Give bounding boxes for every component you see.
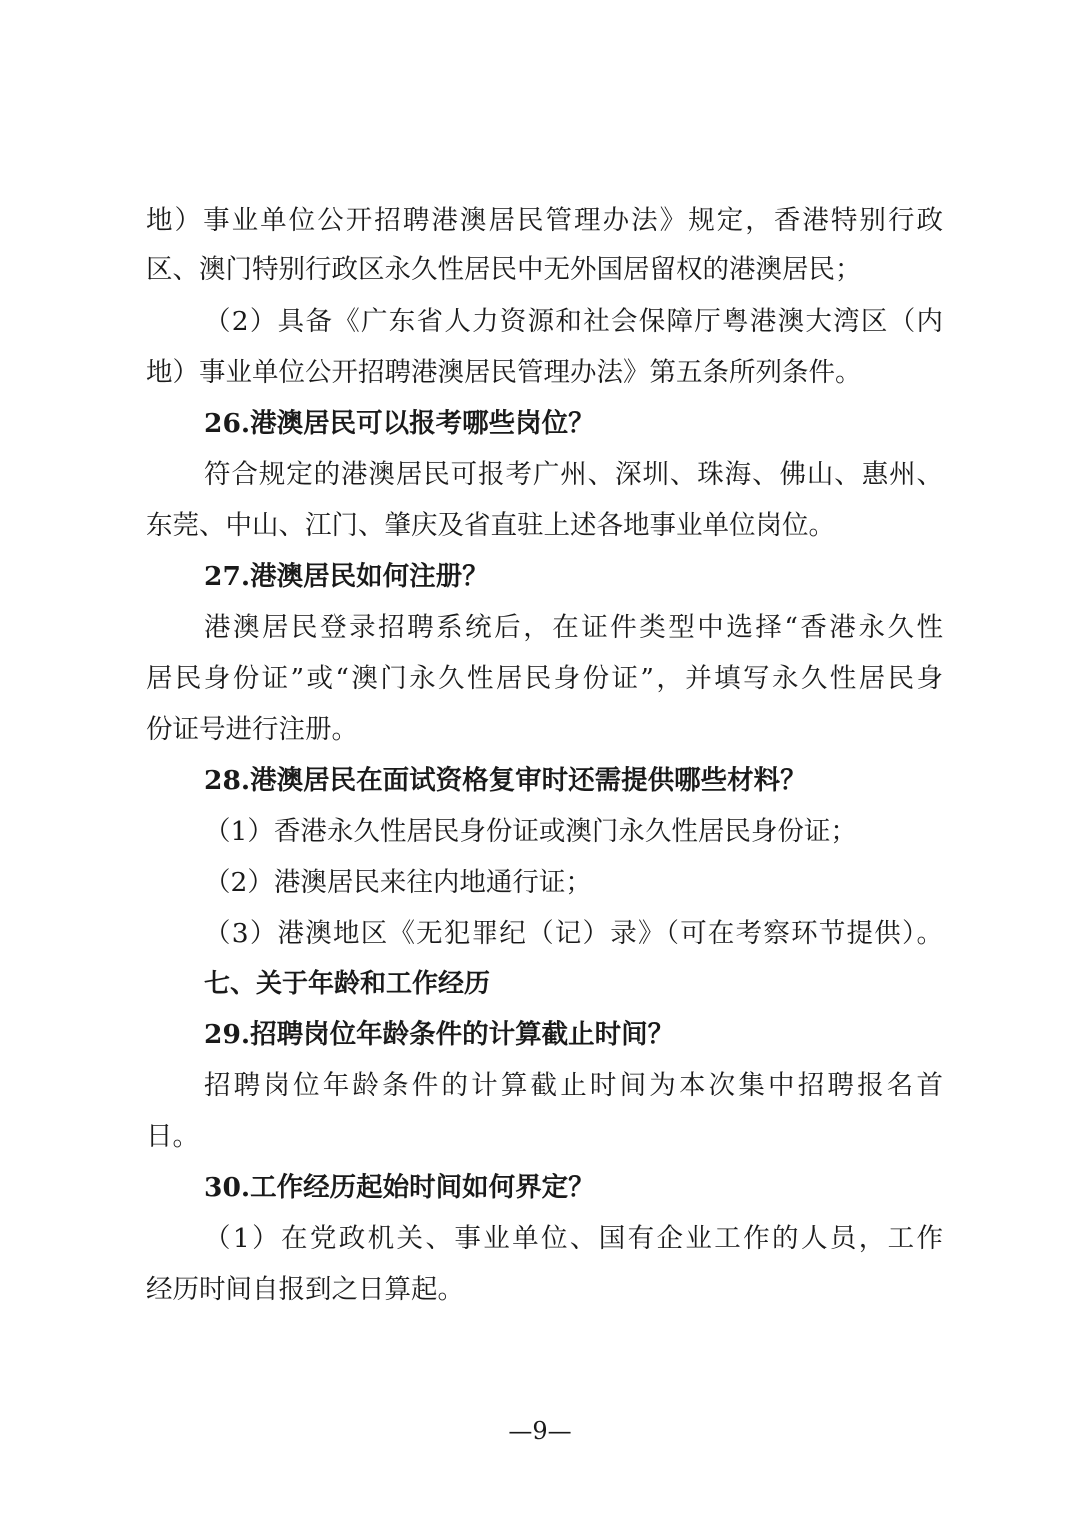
line-text: （3）港澳地区《无犯罪纪（记）录》（可在考察环节提供）。: [204, 918, 943, 949]
list-item: [0, 812, 1080, 852]
paragraph-line: [0, 250, 1080, 290]
line-text: 份证号进行注册。: [146, 714, 358, 745]
page-number: —9—: [508, 1417, 572, 1445]
paragraph-line: [0, 1066, 1080, 1106]
paragraph-line: [0, 302, 1080, 342]
list-item: [0, 914, 1080, 954]
question-29-title: 29.招聘岗位年龄条件的计算截止时间？: [204, 1019, 675, 1050]
question-heading: [0, 557, 1080, 597]
question-heading: [0, 761, 1080, 801]
paragraph-line: [0, 1117, 1080, 1157]
list-item: [0, 863, 1080, 903]
paragraph-line: [0, 1219, 1080, 1259]
paragraph-line: [0, 710, 1080, 750]
line-text: （2）港澳居民来往内地通行证；: [204, 867, 592, 898]
question-heading: [0, 404, 1080, 444]
line-text: 东莞、中山、江门、肇庆及省直驻上述各地事业单位岗位。: [146, 510, 835, 541]
question-heading: [0, 1168, 1080, 1208]
line-text: 符合规定的港澳居民可报考广州、深圳、珠海、佛山、惠州、: [204, 459, 943, 490]
line-text: 地）事业单位公开招聘港澳居民管理办法》规定，香港特别行政: [146, 205, 943, 236]
paragraph-line: [0, 201, 1080, 241]
line-text: 日。: [146, 1121, 199, 1152]
paragraph-line: [0, 353, 1080, 393]
line-text: （2）具备《广东省人力资源和社会保障厅粤港澳大湾区（内: [204, 306, 943, 337]
line-text: 招聘岗位年龄条件的计算截止时间为本次集中招聘报名首: [204, 1070, 943, 1101]
paragraph-line: [0, 506, 1080, 546]
line-text: 区、澳门特别行政区永久性居民中无外国居留权的港澳居民；: [146, 254, 862, 285]
line-text: （1）在党政机关、事业单位、国有企业工作的人员，工作: [204, 1223, 943, 1254]
section-heading: [0, 964, 1080, 1004]
section-7-title: 七、关于年龄和工作经历: [204, 969, 491, 999]
question-28-title: 28.港澳居民在面试资格复审时还需提供哪些材料？: [204, 765, 807, 796]
line-text: （1）香港永久性居民身份证或澳门永久性居民身份证；: [204, 816, 857, 847]
line-text: 居民身份证”或“澳门永久性居民身份证”，并填写永久性居民身: [146, 663, 943, 694]
paragraph-line: [0, 659, 1080, 699]
line-text: 经历时间自报到之日算起。: [146, 1274, 464, 1305]
line-text: 地）事业单位公开招聘港澳居民管理办法》第五条所列条件。: [146, 357, 862, 388]
paragraph-line: [0, 608, 1080, 648]
question-heading: [0, 1015, 1080, 1055]
question-30-title: 30.工作经历起始时间如何界定？: [204, 1172, 595, 1203]
question-27-title: 27.港澳居民如何注册？: [204, 561, 489, 592]
paragraph-line: [0, 455, 1080, 495]
question-26-title: 26.港澳居民可以报考哪些岗位？: [204, 408, 595, 439]
paragraph-line: [0, 1270, 1080, 1310]
line-text: 港澳居民登录招聘系统后，在证件类型中选择“香港永久性: [204, 612, 943, 643]
